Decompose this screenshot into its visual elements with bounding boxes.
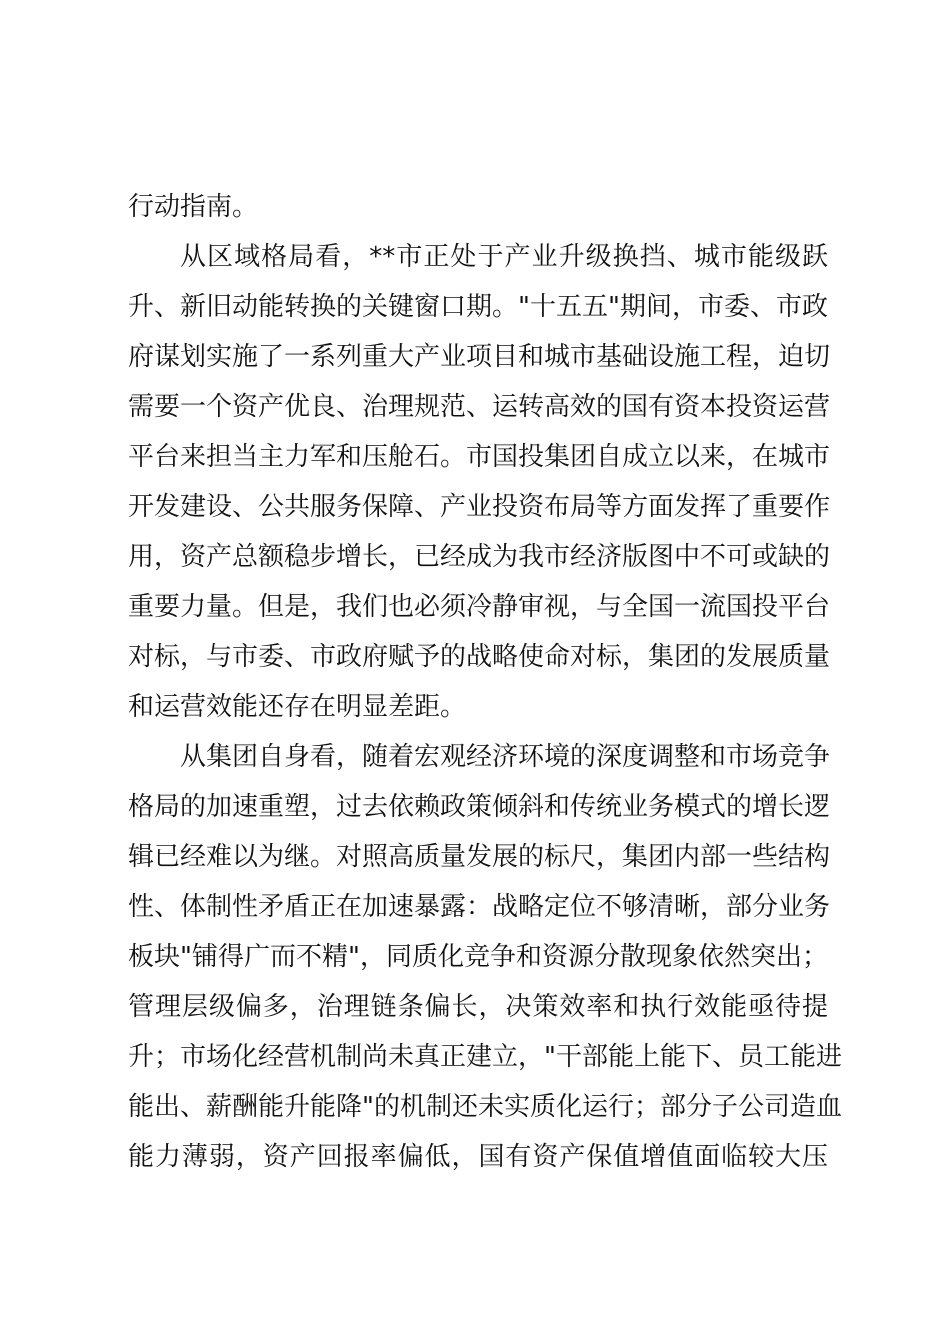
text-line: 能力薄弱，资产回报率偏低，国有资产保值增值面临较大压 bbox=[128, 1142, 828, 1172]
text-line: 平台来担当主力军和压舱石。市国投集团自成立以来，在城市 bbox=[128, 442, 831, 472]
text-line: 需要一个资产优良、治理规范、运转高效的国有资本投资运营 bbox=[128, 392, 831, 422]
text-line: 开发建设、公共服务保障、产业投资布局等方面发挥了重要作 bbox=[128, 492, 831, 522]
text-line: 行动指南。 bbox=[128, 192, 259, 222]
text-line: 格局的加速重塑，过去依赖政策倾斜和传统业务模式的增长逻 bbox=[128, 792, 831, 822]
text-line: 管理层级偏多，治理链条偏长，决策效率和执行效能亟待提 bbox=[128, 992, 828, 1022]
text-line: 用，资产总额稳步增长，已经成为我市经济版图中不可或缺的 bbox=[128, 542, 831, 572]
document-body bbox=[128, 182, 842, 1182]
text-line: 府谋划实施了一系列重大产业项目和城市基础设施工程，迫切 bbox=[128, 342, 831, 372]
text-line: 升；市场化经营机制尚未真正建立，"干部能上能下、员工能进 bbox=[128, 1042, 842, 1072]
text-line: 板块"铺得广而不精"，同质化竞争和资源分散现象依然突出； bbox=[128, 942, 828, 972]
text-line: 重要力量。但是，我们也必须冷静审视，与全国一流国投平台 bbox=[128, 592, 831, 622]
text-line: 性、体制性矛盾正在加速暴露：战略定位不够清晰，部分业务 bbox=[128, 892, 831, 922]
text-line: 对标，与市委、市政府赋予的战略使命对标，集团的发展质量 bbox=[128, 642, 831, 672]
text-line: 能出、薪酬能升能降"的机制还未实质化运行；部分子公司造血 bbox=[128, 1092, 842, 1122]
paragraph-first-line: 从区域格局看，**市正处于产业升级换挡、城市能级跃 bbox=[180, 242, 828, 272]
text-line: 和运营效能还存在明显差距。 bbox=[128, 692, 467, 722]
paragraph-first-line: 从集团自身看，随着宏观经济环境的深度调整和市场竞争 bbox=[180, 742, 831, 772]
text-line: 辑已经难以为继。对照高质量发展的标尺，集团内部一些结构 bbox=[128, 842, 831, 872]
text-line: 升、新旧动能转换的关键窗口期。"十五五"期间，市委、市政 bbox=[128, 292, 828, 322]
